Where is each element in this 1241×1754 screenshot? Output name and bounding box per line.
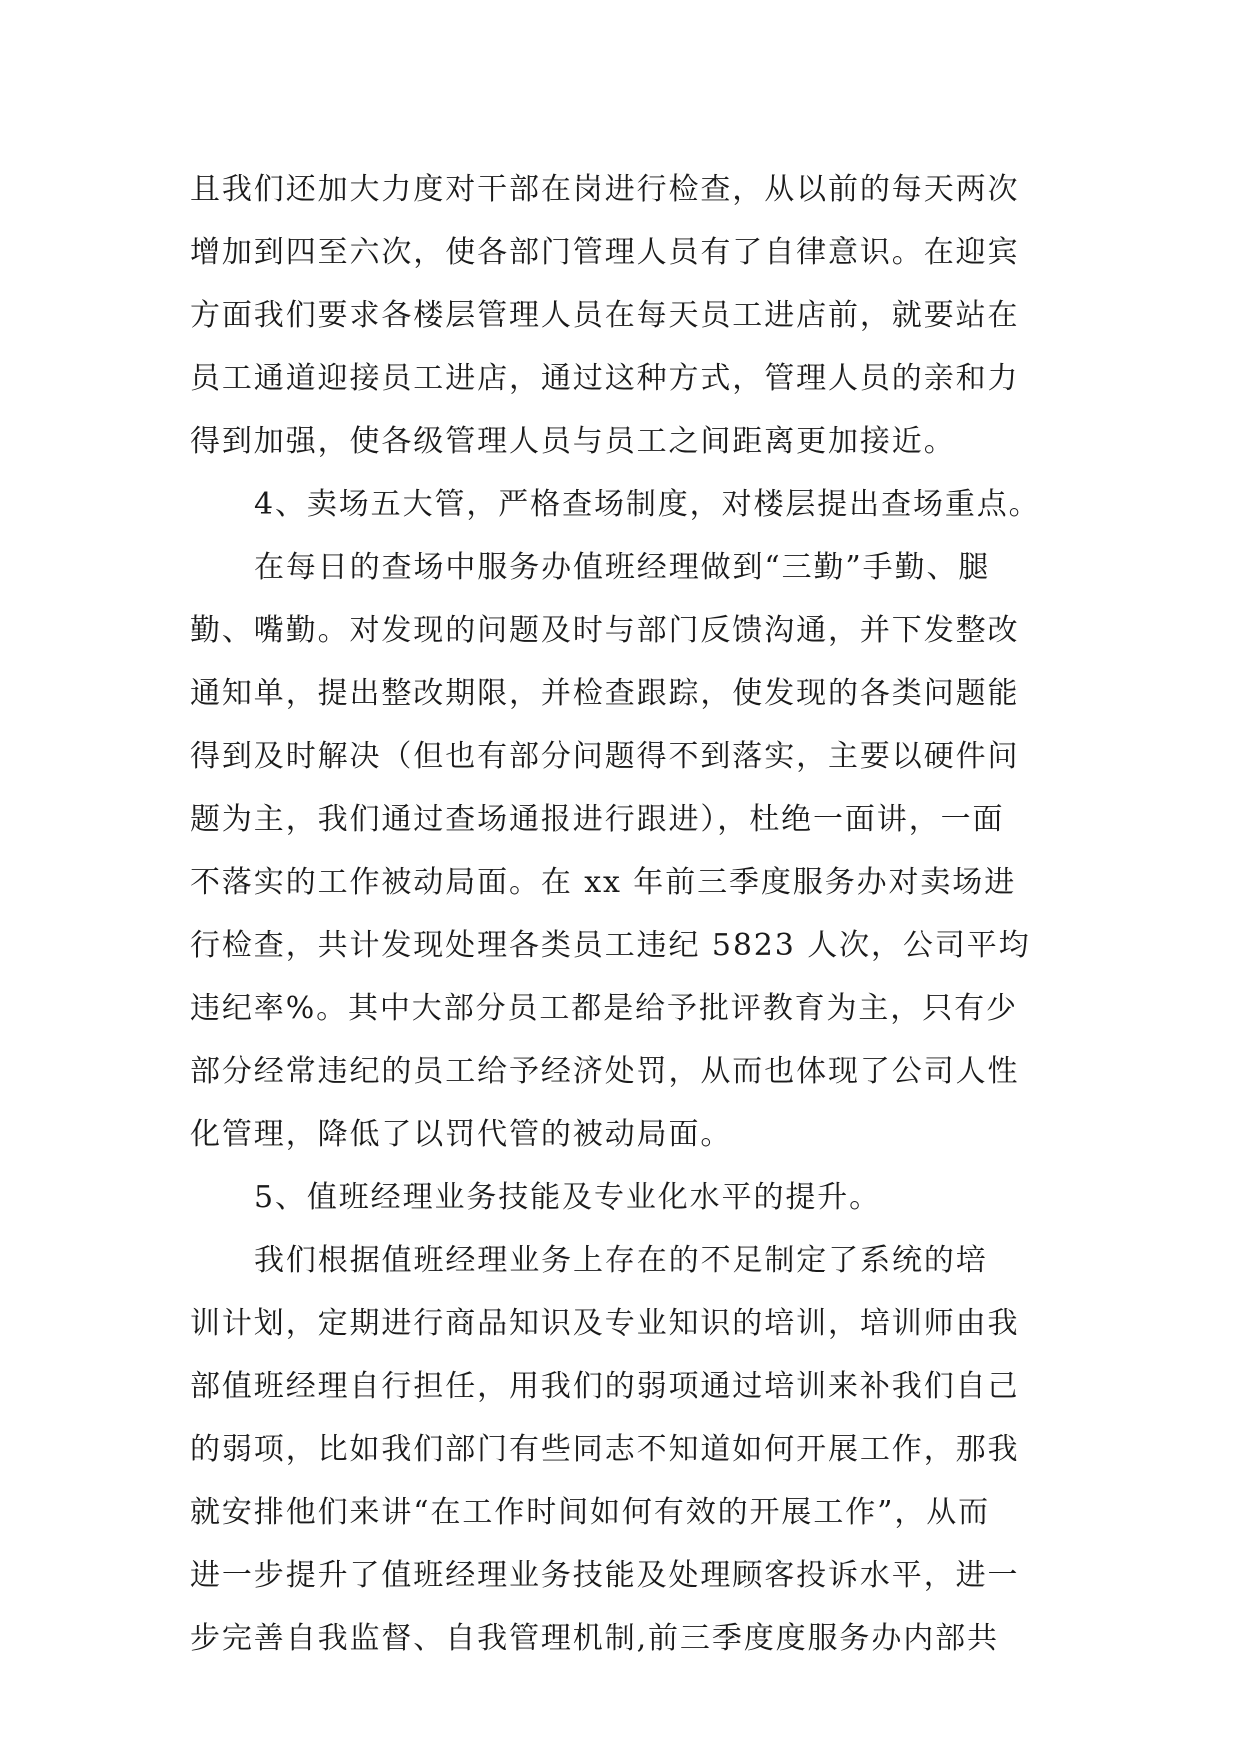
- text-line: 化管理，降低了以罚代管的被动局面。: [190, 1117, 733, 1152]
- text-line: 得到及时解决（但也有部分问题得不到落实，主要以硬件问: [190, 739, 1020, 774]
- text-line: 题为主，我们通过查场通报进行跟进），杜绝一面讲，一面: [190, 802, 1005, 837]
- text-line: 且我们还加大力度对干部在岗进行检查，从以前的每天两次: [190, 172, 1020, 207]
- text-line: 增加到四至六次，使各部门管理人员有了自律意识。在迎宾: [190, 235, 1020, 270]
- text-line: 违纪率%。其中大部分员工都是给予批评教育为主，只有少: [190, 991, 1018, 1026]
- text-line: 不落实的工作被动局面。在 xx 年前三季度服务办对卖场进: [190, 865, 1017, 900]
- paragraph-first-line: 在每日的查场中服务办值班经理做到“三勤”手勤、腿: [254, 550, 991, 585]
- text-line: 步完善自我监督、自我管理机制,前三季度度服务办内部共: [190, 1621, 999, 1656]
- text-line: 进一步提升了值班经理业务技能及处理顾客投诉水平，进一: [190, 1558, 1020, 1593]
- text-line: 得到加强，使各级管理人员与员工之间距离更加接近。: [190, 424, 956, 459]
- text-line: 员工通道迎接员工进店，通过这种方式，管理人员的亲和力: [190, 361, 1020, 396]
- text-line: 行检查，共计发现处理各类员工违纪 5823 人次，公司平均: [190, 928, 1031, 963]
- text-line: 勤、嘴勤。对发现的问题及时与部门反馈沟通，并下发整改: [190, 613, 1020, 648]
- text-line: 就安排他们来讲“在工作时间如何有效的开展工作”，从而: [190, 1495, 991, 1530]
- body-text: [190, 158, 1070, 1670]
- text-line: 通知单，提出整改期限，并检查跟踪，使发现的各类问题能: [190, 676, 1020, 711]
- section-heading: 4、卖场五大管，严格查场制度，对楼层提出查场重点。: [254, 487, 1041, 522]
- text-line: 训计划，定期进行商品知识及专业知识的培训，培训师由我: [190, 1306, 1020, 1341]
- text-line: 部值班经理自行担任，用我们的弱项通过培训来补我们自己: [190, 1369, 1020, 1404]
- text-line: 方面我们要求各楼层管理人员在每天员工进店前，就要站在: [190, 298, 1020, 333]
- text-line: 部分经常违纪的员工给予经济处罚，从而也体现了公司人性: [190, 1054, 1020, 1089]
- paragraph-first-line: 我们根据值班经理业务上存在的不足制定了系统的培: [254, 1243, 988, 1278]
- section-heading: 5、值班经理业务技能及专业化水平的提升。: [254, 1180, 882, 1215]
- text-line: 的弱项，比如我们部门有些同志不知道如何开展工作，那我: [190, 1432, 1020, 1467]
